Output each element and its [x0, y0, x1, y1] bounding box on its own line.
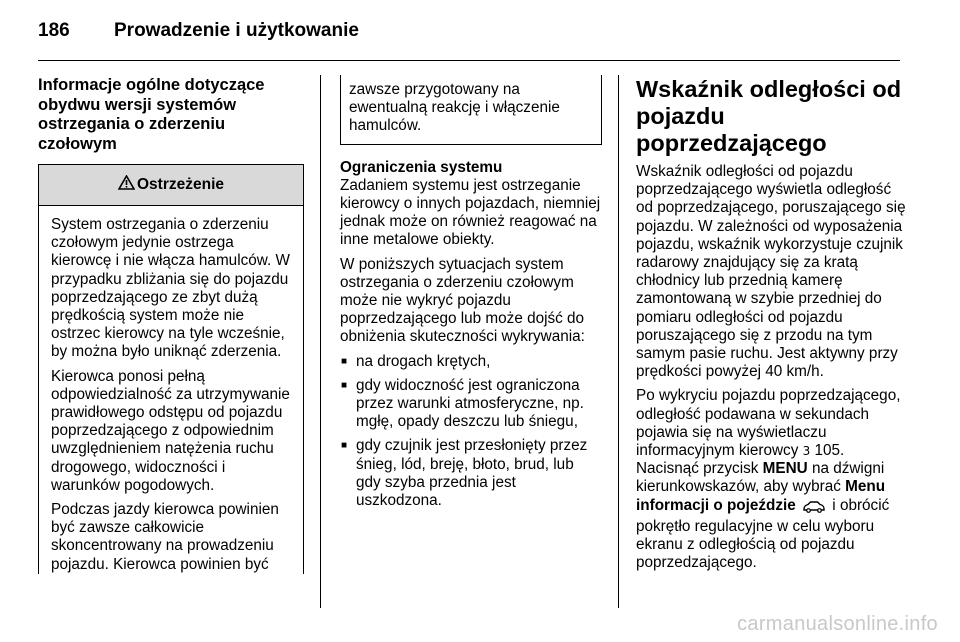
header-rule [38, 60, 900, 61]
page-header [38, 20, 359, 42]
warning-header [39, 164, 303, 206]
paragraph [636, 387, 906, 572]
warning-paragraph: Podczas jazdy kierowca powinien być zawsze całkowicie skoncentrowany na prowadzeniu pojazdu. Kierowca powinien być [51, 501, 279, 573]
column-divider-1 [320, 75, 321, 608]
paragraph-text: Po wykryciu pojazdu poprzedzającego, odległość podawana w sekundach pojawia się na wyświetlaczu informacyjnym kierowcy [636, 387, 901, 460]
column-1 [38, 76, 304, 580]
warning-box-continuation [340, 75, 602, 145]
bullet-list [340, 353, 602, 511]
page-ref-arrow-icon: 3 [802, 444, 811, 459]
list-item: ■ gdy widoczność jest ograniczona przez warunki atmosferyczne, np. mgłę, opady deszczu lub śniegu, [340, 377, 602, 432]
car-icon [802, 500, 826, 518]
paragraph-text: i obrócić pokrętło regulacyjne w celu wyboru ekranu z odległością od pojazdu poprzedzającego. [636, 496, 890, 572]
subheading-limitations: Ograniczenia systemu [340, 158, 503, 176]
warning-triangle-icon [118, 175, 135, 195]
warning-paragraph: System ostrzegania o zderzeniu czołowym jedynie ostrzega kierowcę i nie włącza hamulców. W przypadku zbliżania się do pojazdu poprzedzającego ze zbyt dużą prędkością system może nie ostrzec kierowcy na tyle wcześnie, by można było uniknąć zderzenia. [51, 216, 290, 361]
menu-button-label: MENU [762, 460, 808, 478]
list-item: ■ na drogach krętych, [340, 353, 602, 371]
warning-body [39, 206, 303, 574]
menu-item-label: Menu informacji o pojeździe [636, 478, 886, 514]
section-heading-distance: Wskaźnik odległości od pojazdu poprzedzającego [636, 76, 902, 156]
paragraph: Zadaniem systemu jest ostrzeganie kierowcy o innych pojazdach, niemniej jednak może on również reagować na inne metalowe obiekty. [340, 176, 601, 249]
column-3 [636, 76, 906, 578]
column-divider-2 [618, 75, 619, 608]
column-2 [340, 76, 602, 516]
paragraph-text: . Nacisnąć przycisk [636, 442, 845, 478]
watermark: carmanualsonline.info [737, 613, 938, 635]
paragraph: Wskaźnik odległości od pojazdu poprzedzającego wyświetla odległość od poprzedzającego, poruszającego się pojazdu. W zależności od wyposażenia pojazdu, wskaźnik wykorzystuje czujnik radarowy znajdujący się za kratą chłodnicy lub przednią kamerę zamontowaną w szybie przedniej do pomiaru odległości od pojazdu poruszającego się z przodu na tym samym pasie ruchu. Jest aktywny przy prędkości powyżej 40 km/h. [636, 163, 906, 381]
list-item: ■ gdy czujnik jest przesłonięty przez śnieg, lód, breję, błoto, brud, lub gdy szyba przednia jest uszkodzona. [340, 437, 602, 510]
warning-title: Ostrzeżenie [136, 175, 224, 193]
section-heading: Informacje ogólne dotyczące obydwu wersji systemów ostrzegania o zderzeniu czołowym [38, 76, 265, 153]
warning-paragraph: Kierowca ponosi pełną odpowiedzialność za utrzymywanie prawidłowego odstępu od pojazdu poprzedzającego z odpowiednim uwzględnieniem natężenia ruchu drogowego, widoczności i warunków pogodowych. [51, 367, 290, 494]
paragraph-text: na dźwigni kierunkowskazów, aby wybrać [636, 460, 885, 496]
page-number: 186 [38, 20, 70, 41]
page-reference[interactable]: 105 [814, 442, 841, 460]
paragraph: W poniższych sytuacjach system ostrzegania o zderzeniu czołowym może nie wykryć pojazdu poprzedzającego lub może dojść do obniżenia skuteczności wykrywania: [340, 255, 585, 346]
warning-continuation-text: zawsze przygotowany na ewentualną reakcję i włączenie hamulców. [349, 81, 560, 135]
page-title: Prowadzenie i użytkowanie [114, 20, 359, 41]
warning-box [38, 164, 304, 574]
